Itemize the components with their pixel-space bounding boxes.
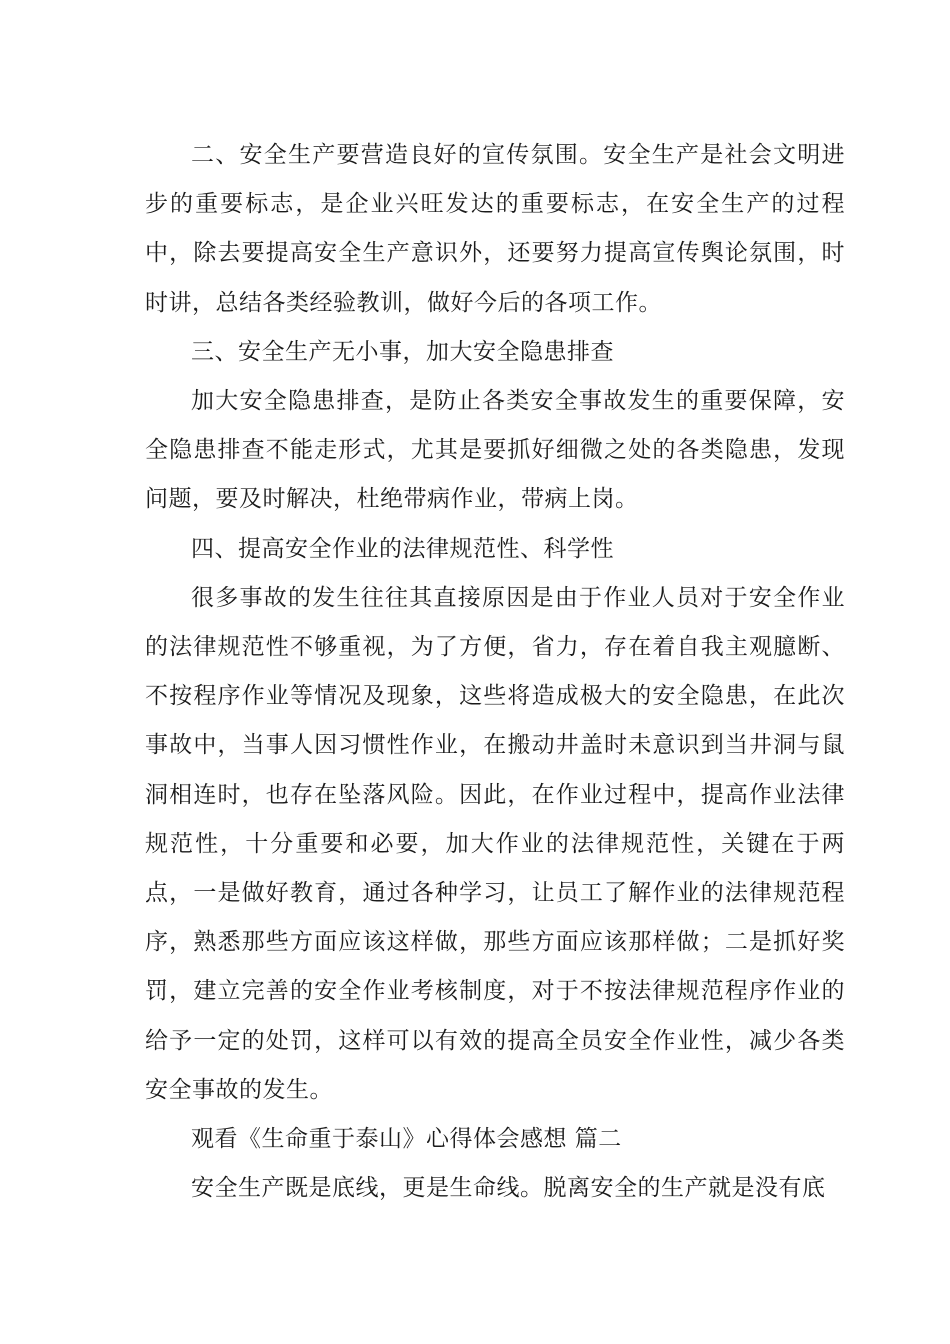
paragraph-safety-lifeline: 安全生产既是底线，更是生命线。脱离安全的生产就是没有底 <box>191 1175 826 1202</box>
document-body <box>145 131 845 1213</box>
section-title-part-two: 观看《生命重于泰山》心得体会感想 篇二 <box>191 1126 622 1153</box>
paragraph-hazard-inspection: 加大安全隐患排查，是防止各类安全事故发生的重要保障，安全隐患排查不能走形式，尤其是要抓好细微之处的各类隐患，发现问题，要及时解决，杜绝带病作业，带病上岗。 <box>145 388 845 513</box>
heading-hazard-inspection: 三、安全生产无小事，加大安全隐患排查 <box>191 338 614 365</box>
paragraph-legal-standardization: 很多事故的发生往往其直接原因是由于作业人员对于安全作业的法律规范性不够重视，为了方便，省力，存在着自我主观臆断、不按程序作业等情况及现象，这些将造成极大的安全隐患，在此次事故中，当事人因习惯性作业，在搬动井盖时未意识到当井洞与鼠洞相连时，也存在坠落风险。因此，在作业过程中，提高作业法律规范性，十分重要和必要，加大作业的法律规范性，关键在于两点，一是做好教育，通过各种学习，让员工了解作业的法律规范程序，熟悉那些方面应该这样做，那些方面应该那样做；二是抓好奖罚，建立完善的安全作业考核制度，对于不按法律规范程序作业的给予一定的处罚，这样可以有效的提高全员安全作业性，减少各类安全事故的发生。 <box>145 584 845 1103</box>
heading-legal-standardization: 四、提高安全作业的法律规范性、科学性 <box>191 535 614 562</box>
paragraph-publicity-atmosphere: 二、安全生产要营造良好的宣传氛围。安全生产是社会文明进步的重要标志，是企业兴旺发达的重要标志，在安全生产的过程中，除去要提高安全生产意识外，还要努力提高宣传舆论氛围，时时讲，总结各类经验教训，做好今后的各项工作。 <box>145 142 845 316</box>
